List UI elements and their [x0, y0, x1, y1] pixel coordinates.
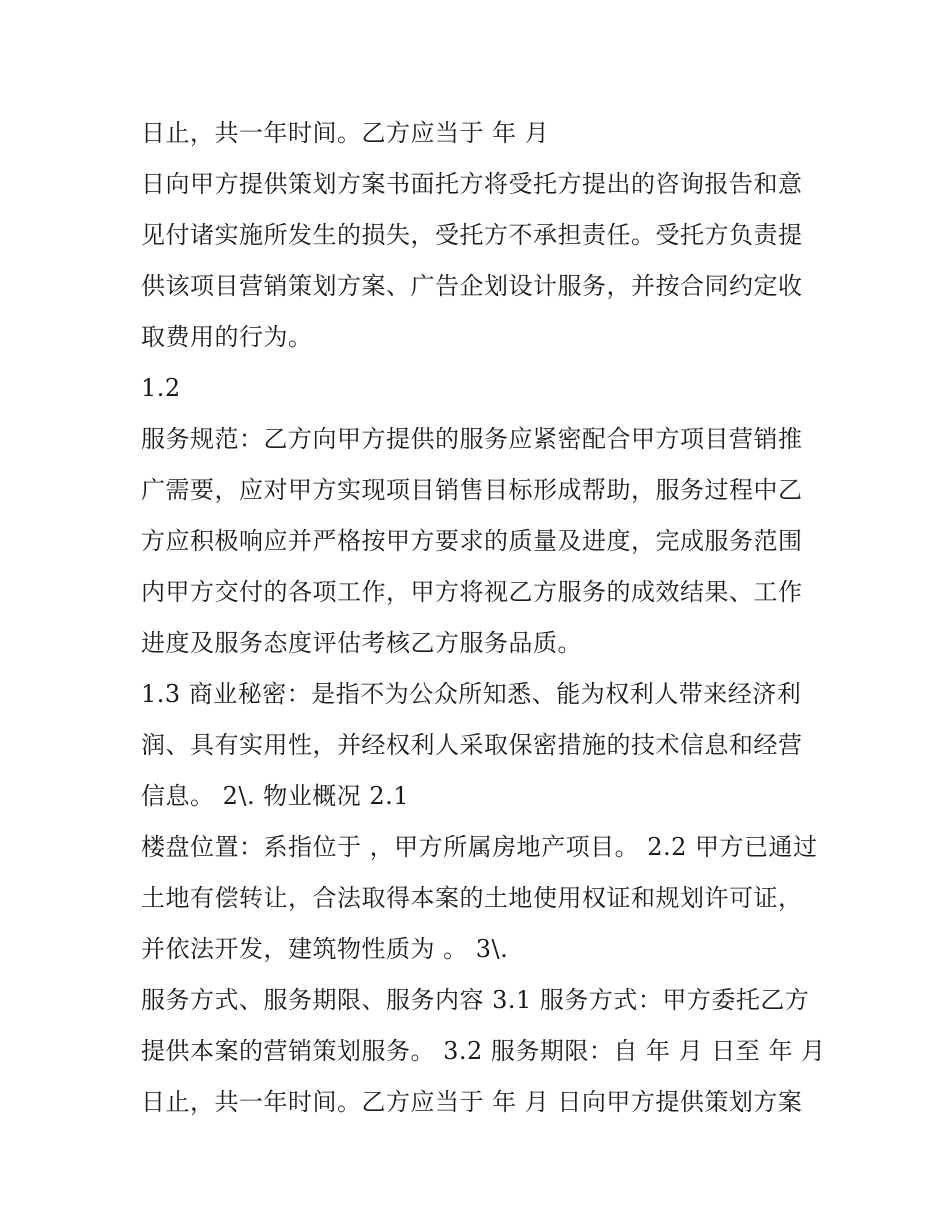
text-line: 1.3 商业秘密：是指不为公众所知悉、能为权利人带来经济利	[141, 680, 802, 708]
text-line: 内甲方交付的各项工作，甲方将视乙方服务的成效结果、工作	[141, 578, 803, 606]
text-line: 进度及服务态度评估考核乙方服务品质。	[141, 629, 582, 657]
text-line: 服务规范：乙方向甲方提供的服务应紧密配合甲方项目营销推	[141, 425, 803, 453]
text-line: 楼盘位置：系指位于 ，甲方所属房地产项目。 2.2 甲方已通过	[141, 833, 818, 861]
text-line: 提供本案的营销策划服务。 3.2 服务期限：自 年 月 日至 年 月	[141, 1037, 826, 1065]
section-number: 1.2	[141, 374, 181, 402]
text-line: 土地有偿转让，合法取得本案的土地使用权证和规划许可证，	[141, 884, 803, 912]
text-line: 广需要，应对甲方实现项目销售目标形成帮助，服务过程中乙	[141, 476, 803, 504]
text-line: 供该项目营销策划方案、广告企划设计服务，并按合同约定收	[141, 272, 803, 300]
text-line: 见付诸实施所发生的损失，受托方不承担责任。受托方负责提	[141, 221, 803, 249]
text-line: 并依法开发，建筑物性质为 。 3\.	[141, 935, 509, 963]
text-line: 日止，共一年时间。乙方应当于 年 月	[141, 119, 550, 147]
text-line: 日向甲方提供策划方案书面托方将受托方提出的咨询报告和意	[141, 170, 803, 198]
document-body	[141, 108, 831, 1128]
text-line: 方应积极响应并严格按甲方要求的质量及进度，完成服务范围	[141, 527, 803, 555]
text-line: 取费用的行为。	[141, 323, 313, 351]
text-line: 服务方式、服务期限、服务内容 3.1 服务方式：甲方委托乙方	[141, 986, 810, 1014]
text-line: 润、具有实用性，并经权利人采取保密措施的技术信息和经营	[141, 731, 803, 759]
text-line: 信息。 2\. 物业概况 2.1	[141, 782, 410, 810]
text-line: 日止，共一年时间。乙方应当于 年 月 日向甲方提供策划方案	[141, 1088, 803, 1116]
